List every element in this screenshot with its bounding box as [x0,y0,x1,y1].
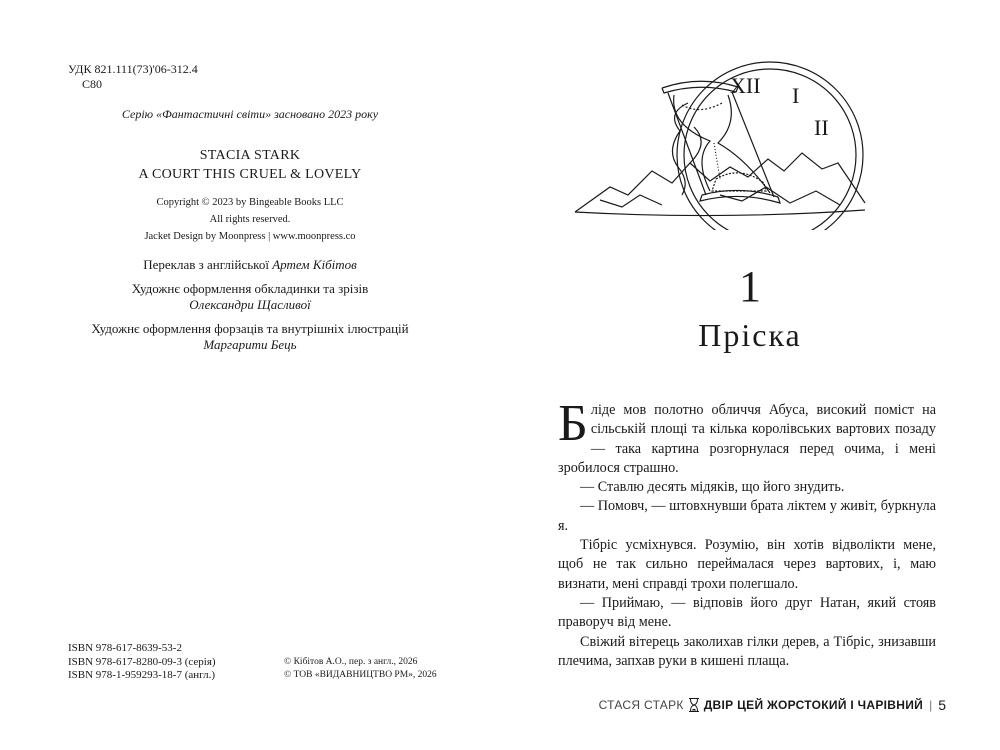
clock-numeral-ii: II [814,115,829,140]
credit-name: Маргарити Бець [203,337,297,352]
rights-reserved: All rights reserved. [209,214,291,225]
credit-illustrations [60,321,440,353]
chapter-title: Пріска [698,317,802,353]
isbn-line: ISBN 978-617-8280-09-3 (серія) [68,655,216,668]
credit-role: Художнє оформлення форзаців та внутрішніх ілюстрацій [91,321,409,336]
credits-block [60,257,440,361]
isbn-line: ISBN 978-617-8639-53-2 [68,642,182,654]
paragraph: Тібріс усміхнувся. Розумію, він хотів відволікти мене, щоб не так сильно переймалася через вартових, і, маю визнати, мені справді трохи полегшало. [558,537,936,592]
isbn-line: ISBN 978-1-959293-18-7 (англ.) [68,669,216,681]
original-copyright: Copyright © 2023 by Bingeable Books LLC [156,197,344,208]
chapter-number: 1 [739,262,761,311]
jacket-credit: Jacket Design by Moonpress | www.moonpress.co [144,231,356,242]
drop-cap: Б [558,395,588,452]
page-number: 5 [938,697,946,713]
copyright-line: © ТОВ «ВИДАВНИЦТВО РМ», 2026 [284,669,437,680]
footer-book-title: ДВІР ЦЕЙ ЖОРСТОКИЙ І ЧАРІВНИЙ [703,698,924,712]
original-edition-block [60,146,440,245]
series-note: Серію «Фантастичні світи» засновано 2023 року [121,107,379,121]
udk-block [68,62,198,92]
credit-translator [60,257,440,273]
footer-author: СТАСЯ СТАРК [598,698,684,712]
copyright-line: © Кібітов А.О., пер. з англ., 2026 [284,657,418,667]
clock-numeral-xii: XII [730,73,761,98]
paragraph: — Ставлю десять мідяків, що його знудить. [580,479,845,496]
author-mark: С80 [82,77,103,91]
credit-cover-design [60,281,440,313]
isbn-block [68,642,216,683]
chapter-body [558,395,936,671]
hourglass-clock-illustration [570,55,870,230]
credit-name: Олександри Щасливої [189,297,311,312]
footer-separator: | [929,698,933,712]
hourglass-emblem-icon [687,697,701,713]
credit-name: Артем Кібітов [272,257,357,272]
paragraph: — Приймаю, — відповів його друг Натан, який стояв праворуч від мене. [558,594,936,631]
original-title: A COURT THIS CRUEL & LOVELY [138,167,362,182]
running-footer [599,697,946,713]
credit-role: Художнє оформлення обкладинки та зрізів [131,281,369,296]
paragraph [558,395,936,478]
paragraph-text: ліде мов полотно обличчя Абуса, високий поміст на сільській площі та кілька королівських вартових позаду — така картина розгорнулася перед очима, і мені зробилося страшно. [558,402,936,476]
udk-code: УДК 821.111(73)'06-312.4 [68,62,198,76]
credit-role: Переклав з англійської [143,257,269,272]
paragraph: — Помовч, — штовхнувши брата ліктем у живіт, буркнула я. [558,498,936,534]
translation-copyright [284,656,437,681]
clock-numeral-i: I [792,83,800,108]
paragraph: Свіжий вітерець заколихав гілки дерев, а Тібріс, знизавши плечима, запхав руки в кишені плаща. [558,633,936,669]
original-author: STACIA STARK [199,148,301,163]
